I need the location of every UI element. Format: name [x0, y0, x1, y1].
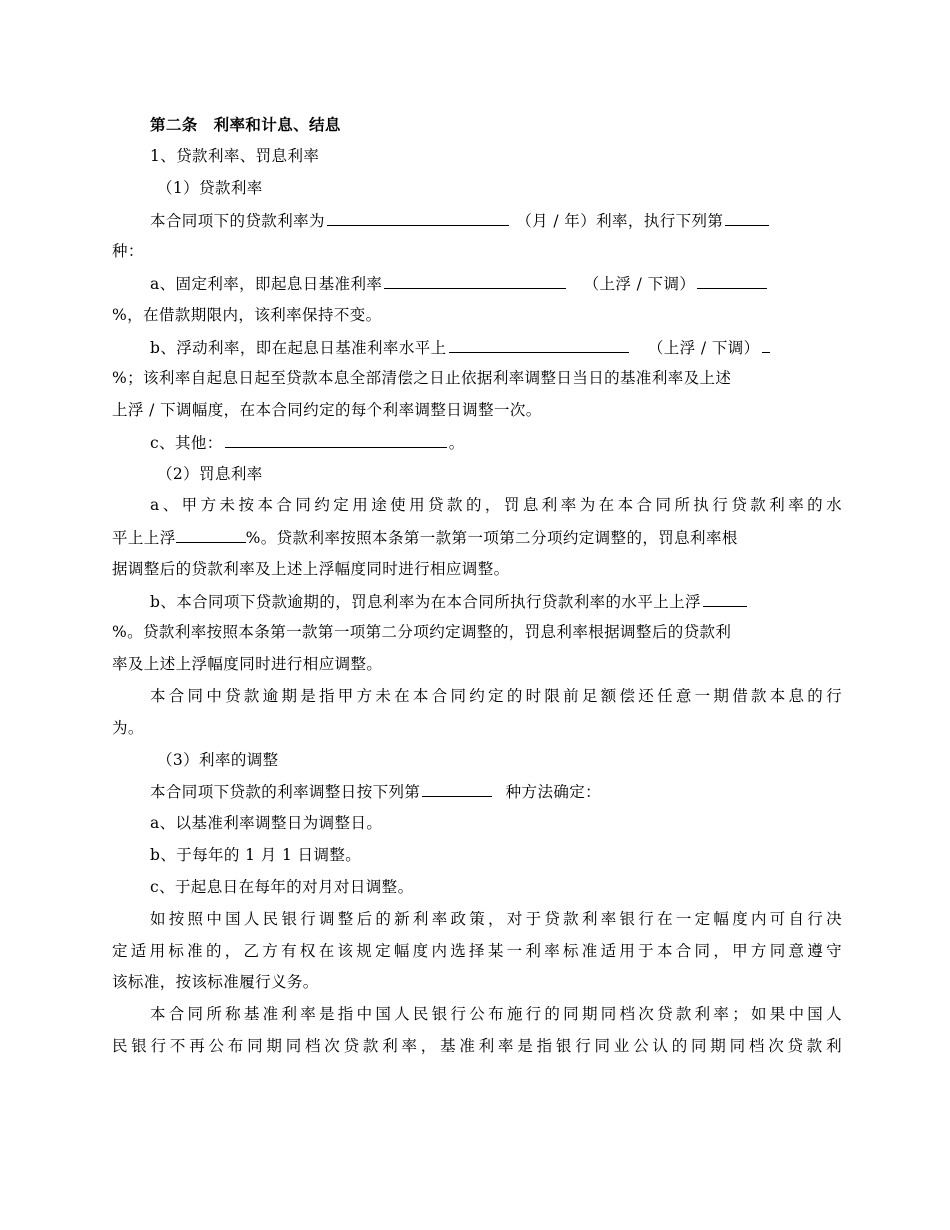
text: 种方法确定： — [505, 783, 602, 801]
text: 。 — [448, 434, 465, 452]
paragraph-overdue-definition: 本合同中贷款逾期是指甲方未在本合同约定的时限前足额偿还任意一期借款本息的行 — [150, 687, 842, 705]
text: b、浮动利率，即在起息日基准利率水平上 — [150, 339, 447, 357]
item-adjust-b: b、于每年的 1 月 1 日调整。 — [150, 846, 362, 864]
text: b、本合同项下贷款逾期的，罚息利率为在本合同所执行贷款利率的水平上上浮 — [150, 593, 701, 611]
item-misuse-penalty: a、甲方未按本合同约定用途使用贷款的，罚息利率为在本合同所执行贷款利率的水 — [150, 496, 842, 514]
paragraph-base-rate-definition-cont: 民银行不再公布同期同档次贷款利率，基准利率是指银行同业公认的同期同档次贷款利 — [112, 1037, 842, 1055]
text: （上浮 / 下调） — [647, 339, 760, 357]
item-overdue-penalty-cont2: 率及上述上浮幅度同时进行相应调整。 — [112, 655, 383, 673]
item-adjust-c: c、于起息日在每年的对月对日调整。 — [150, 878, 414, 896]
text: a、固定利率，即起息日基准利率 — [150, 275, 383, 293]
text: 本合同项下贷款的利率调整日按下列第 — [150, 783, 421, 801]
section-loan-and-penalty-rate: 1、贷款利率、罚息利率 — [150, 147, 320, 165]
item-floating-rate-cont: %；该利率自起息日起至贷款本息全部清偿之日止依据利率调整日当日的基准利率及上述 — [112, 369, 732, 387]
text: 本合同项下的贷款利率为 — [150, 212, 325, 230]
paragraph-adjustment-method — [150, 780, 842, 803]
item-misuse-penalty-cont2: 据调整后的贷款利率及上述上浮幅度同时进行相应调整。 — [112, 560, 510, 578]
fixed-adjust-blank[interactable] — [697, 272, 767, 289]
item-misuse-penalty-cont — [112, 526, 842, 549]
text: （上浮 / 下调） — [583, 275, 696, 293]
paragraph-rate-clause — [150, 209, 842, 232]
text: %。贷款利率按照本条第一款第一项第二分项约定调整的，罚息利率根 — [245, 529, 738, 547]
floating-rate-blank[interactable] — [449, 336, 629, 353]
text: c、其他： — [150, 434, 223, 452]
article-title: 第二条 利率和计息、结息 — [150, 115, 341, 134]
floating-adjust-blank[interactable] — [762, 336, 770, 353]
text: （月 / 年）利率，执行下列第 — [516, 212, 724, 230]
item-fixed-rate — [150, 272, 842, 295]
paragraph-new-policy-cont: 定适用标准的，乙方有权在该规定幅度内选择某一利率标准适用于本合同，甲方同意遵守 — [112, 942, 842, 960]
fixed-rate-blank[interactable] — [384, 272, 566, 289]
subsection-penalty-rate: （2）罚息利率 — [157, 465, 263, 483]
overdue-float-blank[interactable] — [703, 590, 747, 607]
other-rate-blank[interactable] — [225, 431, 447, 448]
rate-blank[interactable] — [327, 209, 509, 226]
item-fixed-rate-cont: %，在借款期限内，该利率保持不变。 — [112, 306, 382, 324]
adjustment-method-blank[interactable] — [422, 780, 492, 797]
paragraph-overdue-definition-cont: 为。 — [112, 719, 144, 737]
misuse-float-blank[interactable] — [176, 526, 246, 543]
item-adjust-a: a、以基准利率调整日为调整日。 — [150, 814, 383, 832]
subsection-loan-rate: （1）贷款利率 — [157, 179, 263, 197]
text: 平上上浮 — [112, 529, 176, 547]
item-other-rate — [150, 431, 842, 454]
item-overdue-penalty-cont: %。贷款利率按照本条第一款第一项第二分项约定调整的，罚息利率根据调整后的贷款利 — [112, 623, 732, 641]
paragraph-base-rate-definition: 本合同所称基准利率是指中国人民银行公布施行的同期同档次贷款利率；如果中国人 — [150, 1005, 842, 1023]
paragraph-new-policy-cont2: 该标准，按该标准履行义务。 — [112, 973, 319, 991]
item-floating-rate — [150, 336, 842, 359]
subsection-rate-adjustment: （3）利率的调整 — [157, 751, 279, 769]
item-overdue-penalty — [150, 590, 842, 613]
item-floating-rate-cont2: 上浮 / 下调幅度，在本合同约定的每个利率调整日调整一次。 — [112, 401, 542, 419]
option-number-blank[interactable] — [725, 209, 769, 226]
paragraph-rate-clause-cont: 种： — [112, 242, 144, 260]
paragraph-new-policy: 如按照中国人民银行调整后的新利率政策，对于贷款利率银行在一定幅度内可自行决 — [150, 910, 842, 928]
